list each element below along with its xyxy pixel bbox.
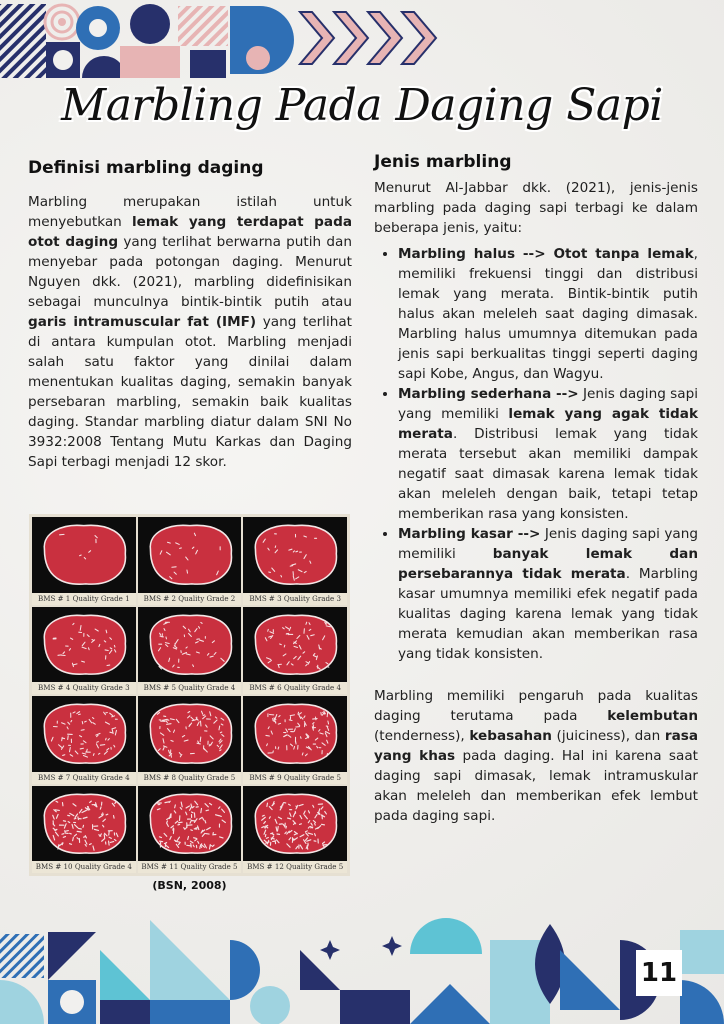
text: Jenis daging sapi yang memiliki bbox=[398, 526, 699, 562]
list-item bbox=[398, 384, 698, 524]
text: . Marbling kasar umumnya memiliki efek negatif pada kualitas daging karena lemak yang tidak merata kemudian akan memberikan rasa yang tidak konsisten. bbox=[398, 566, 698, 662]
marbling-sample bbox=[32, 786, 136, 874]
marbling-sample bbox=[243, 786, 347, 874]
bold-text: lemak yang terdapat pada otot daging bbox=[28, 214, 352, 250]
text: yang terlihat di antara kumpulan otot. Marbling menjadi salah satu faktor yang dinilai dalam menentukan kualitas daging, semakin banyak persebaran marbling, semakin baik kualitas daging. Standar marbling diatur dalam SNI No 3932:2008 Tentang Mutu Karkas dan Daging Sapi terbagi menjadi 12 skor. bbox=[28, 314, 353, 470]
bold-text: garis intramuscular fat (IMF) bbox=[28, 314, 257, 330]
meat-cross-section bbox=[32, 786, 136, 862]
list-item bbox=[398, 524, 698, 664]
meat-cross-section bbox=[138, 696, 242, 772]
sample-caption: BMS # 7 Quality Grade 4 bbox=[32, 772, 136, 784]
sample-caption: BMS # 11 Quality Grade 5 bbox=[138, 861, 242, 873]
sample-caption: BMS # 12 Quality Grade 5 bbox=[243, 861, 347, 873]
text: (juiciness), dan bbox=[551, 728, 665, 744]
marbling-sample bbox=[138, 517, 242, 605]
meat-cross-section bbox=[243, 517, 347, 593]
text: (tenderness), bbox=[374, 728, 470, 744]
meat-cross-section bbox=[138, 607, 242, 683]
marbling-score-figure bbox=[29, 514, 350, 876]
meat-cross-section bbox=[138, 517, 242, 593]
marbling-sample bbox=[32, 517, 136, 605]
sample-caption: BMS # 8 Quality Grade 5 bbox=[138, 772, 242, 784]
marbling-sample bbox=[243, 696, 347, 784]
meat-cross-section bbox=[243, 607, 347, 683]
marbling-sample bbox=[32, 696, 136, 784]
sample-caption: BMS # 3 Quality Grade 3 bbox=[243, 593, 347, 605]
text: yang terlihat berwarna putih dan menyebar pada potongan daging. Menurut Nguyen dkk. (2021), marbling didefinisikan sebagai munculnya bintik-bintik putih atau bbox=[28, 234, 352, 310]
text: Marbling memiliki pengaruh pada kualitas daging terutama pada bbox=[374, 688, 698, 724]
text: Marbling merupakan istilah untuk menyebutkan bbox=[28, 194, 352, 230]
top-decoration bbox=[0, 0, 724, 85]
page-title: Marbling Pada Daging Sapi bbox=[61, 80, 663, 131]
definition-heading: Definisi marbling daging bbox=[28, 158, 264, 178]
marbling-sample bbox=[138, 696, 242, 784]
marbling-sample bbox=[243, 517, 347, 605]
marbling-sample bbox=[243, 607, 347, 695]
meat-cross-section bbox=[243, 696, 347, 772]
sample-caption: BMS # 9 Quality Grade 5 bbox=[243, 772, 347, 784]
effect-paragraph bbox=[374, 686, 698, 826]
definition-paragraph bbox=[28, 192, 352, 472]
bold-text: banyak lemak dan persebarannya tidak merata bbox=[398, 546, 698, 582]
bold-text: kebasahan bbox=[469, 728, 552, 744]
meat-cross-section bbox=[32, 607, 136, 683]
bold-text: Marbling kasar --> bbox=[398, 526, 541, 542]
meat-cross-section bbox=[138, 786, 242, 862]
bold-text: lemak yang agak tidak merata bbox=[398, 406, 698, 442]
text: . Distribusi lemak yang tidak merata tersebut akan memiliki dampak negatif saat dimasak karena lemak tidak akan meleleh dengan baik, tetapi tetap memberikan rasa yang konsisten. bbox=[398, 426, 698, 522]
sample-caption: BMS # 2 Quality Grade 2 bbox=[138, 593, 242, 605]
bold-text: Marbling halus --> Otot tanpa lemak bbox=[398, 246, 694, 262]
bold-text: kelembutan bbox=[607, 708, 698, 724]
types-list bbox=[374, 244, 698, 664]
marbling-sample bbox=[138, 607, 242, 695]
text: pada daging. Hal ini karena saat daging sapi dimasak, lemak intramuskular akan meleleh dan memberikan efek lembut pada daging sapi. bbox=[374, 748, 698, 824]
list-item bbox=[398, 244, 698, 384]
definition-section bbox=[28, 158, 352, 472]
text: Jenis daging sapi yang memiliki bbox=[398, 386, 698, 422]
sample-caption: BMS # 4 Quality Grade 3 bbox=[32, 682, 136, 694]
meat-cross-section bbox=[32, 517, 136, 593]
text: , memiliki frekuensi tinggi dan distribusi lemak yang merata. Bintik-bintik putih halus akan meleleh saat daging dimasak. Marbling halus umumnya ditemukan pada jenis sapi berkualitas tinggi seperti daging sapi Kobe, Angus, dan Wagyu. bbox=[398, 246, 698, 382]
meat-cross-section bbox=[32, 696, 136, 772]
bottom-decoration bbox=[0, 910, 724, 1024]
bold-text: rasa yang khas bbox=[374, 728, 699, 764]
sample-caption: BMS # 1 Quality Grade 1 bbox=[32, 593, 136, 605]
marbling-sample bbox=[138, 786, 242, 874]
sample-caption: BMS # 10 Quality Grade 4 bbox=[32, 861, 136, 873]
types-intro: Menurut Al-Jabbar dkk. (2021), jenis-jenis marbling pada daging sapi terbagi ke dalam beberapa jenis, yaitu: bbox=[374, 180, 698, 236]
marbling-sample bbox=[32, 607, 136, 695]
types-heading: Jenis marbling bbox=[374, 152, 512, 172]
bold-text: Marbling sederhana --> bbox=[398, 386, 579, 402]
sample-caption: BMS # 6 Quality Grade 4 bbox=[243, 682, 347, 694]
types-section bbox=[374, 152, 698, 826]
sample-caption: BMS # 5 Quality Grade 4 bbox=[138, 682, 242, 694]
meat-cross-section bbox=[243, 786, 347, 862]
figure-source: (BSN, 2008) bbox=[152, 879, 227, 892]
page-number: 11 bbox=[636, 950, 682, 996]
